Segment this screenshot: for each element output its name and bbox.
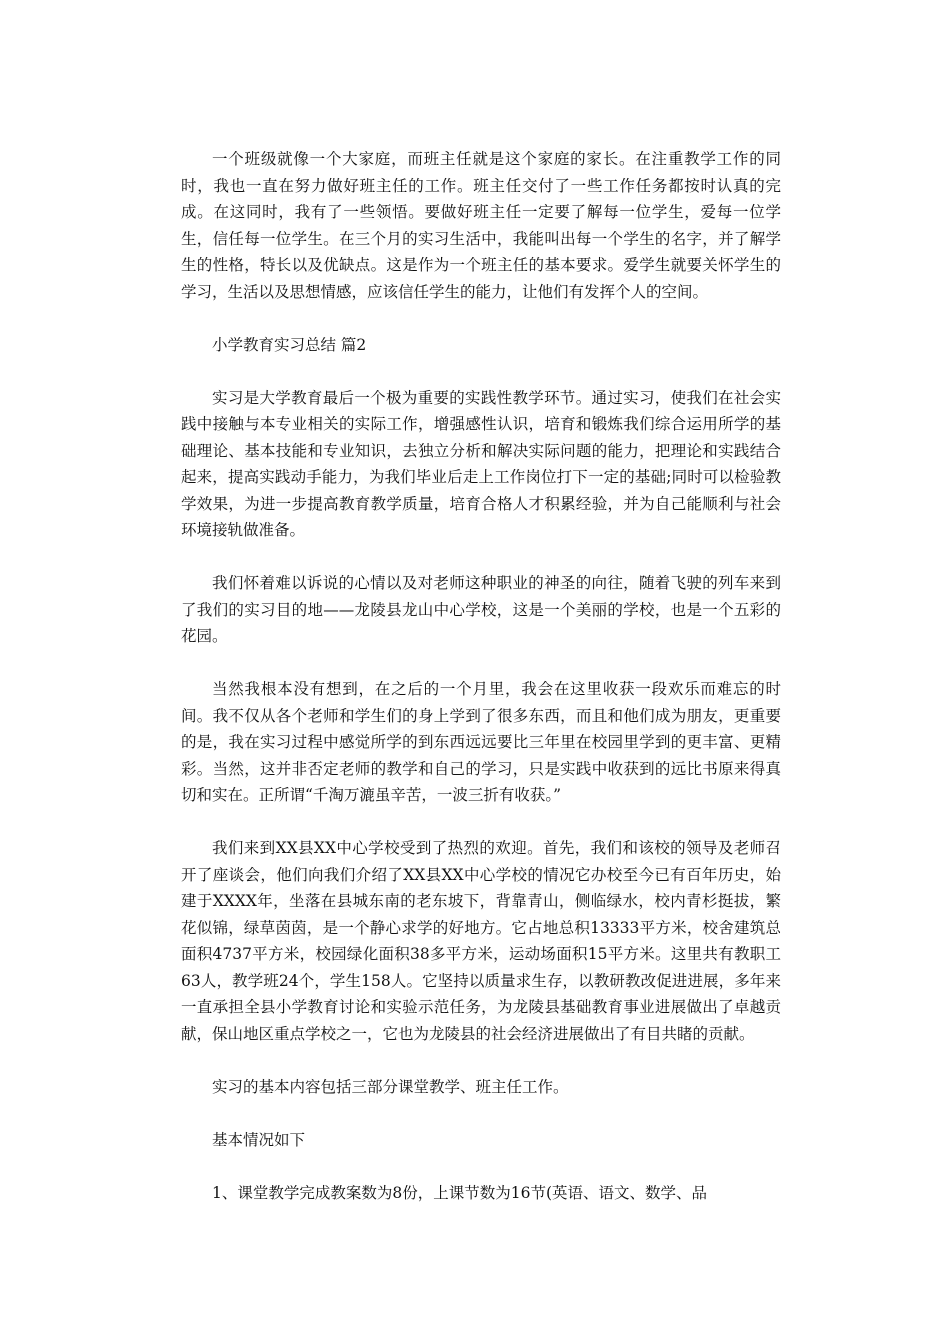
paragraph-content-overview: 实习的基本内容包括三部分课堂教学、班主任工作。 — [212, 1077, 569, 1096]
document-body — [181, 146, 781, 1233]
paragraph-internship-intro: 实习是大学教育最后一个极为重要的实践性教学环节。通过实习，使我们在社会实践中接触与本专业相关的实际工作，增强感性认识，培育和锻炼我们综合运用所学的基础理论、基本技能和专业知识，去独立分析和解决实际问题的能力，把理论和实践结合起来，提高实践动手能力，为我们毕业后走上工作岗位打下一定的基础;同时可以检验教学效果，为进一步提高教育教学质量，培育合格人才积累经验，并为自己能顺利与社会环境接轨做准备。 — [181, 388, 781, 539]
paragraph-experience: 当然我根本没有想到，在之后的一个月里，我会在这里收获一段欢乐而难忘的时间。我不仅从各个老师和学生们的身上学到了很多东西，而且和他们成为朋友，更重要的是，我在实习过程中感觉所学的到东西远远要比三年里在校园里学到的更丰富、更精彩。当然，这并非否定老师的教学和自己的学习，只是实践中收获到的远比书原来得真切和实在。正所谓“千淘万漉虽辛苦，一波三折有收获。” — [181, 680, 781, 804]
paragraph-class-teacher: 一个班级就像一个大家庭，而班主任就是这个家庭的家长。在注重教学工作的同时，我也一直在努力做好班主任的工作。班主任交付了一些工作任务都按时认真的完成。在这同时，我有了一些领悟。要做好班主任一定要了解每一位学生，爱每一位学生，信任每一位学生。在三个月的实习生活中，我能叫出每一个学生的名字，并了解学生的性格，特长以及优缺点。这是作为一个班主任的基本要求。爱学生就要关怀学生的学习，生活以及思想情感，应该信任学生的能力，让他们有发挥个人的空间。 — [181, 150, 781, 301]
paragraph-arrival: 我们怀着难以诉说的心情以及对老师这种职业的神圣的向往，随着飞驶的列车来到了我们的实习目的地——龙陵县龙山中心学校，这是一个美丽的学校，也是一个五彩的花园。 — [181, 574, 781, 645]
paragraph-classroom-teaching: 1、课堂教学完成教案数为8份，上课节数为16节(英语、语文、数学、品 — [212, 1183, 707, 1202]
paragraph-school-description: 我们来到XX县XX中心学校受到了热烈的欢迎。首先，我们和该校的领导及老师召开了座谈会，他们向我们介绍了XX县XX中心学校的情况它办校至今已有百年历史，始建于XXXX年，坐落在县城东南的老东坡下，背靠青山，侧临绿水，校内青杉挺拔，繁花似锦，绿草茵茵，是一个静心求学的好地方。它占地总积13333平方米，校舍建筑总面积4737平方米，校园绿化面积38多平方米，运动场面积15平方米。这里共有教职工63人，教学班24个，学生158人。它坚持以质量求生存，以教研教改促进进展，多年来一直承担全县小学教育讨论和实验示范任务，为龙陵县基础教育事业进展做出了卓越贡献，保山地区重点学校之一，它也为龙陵县的社会经济进展做出了有目共睹的贡献。 — [181, 839, 781, 1043]
paragraph-basic-situation: 基本情况如下 — [212, 1130, 306, 1149]
section-heading: 小学教育实习总结 篇2 — [212, 335, 367, 354]
